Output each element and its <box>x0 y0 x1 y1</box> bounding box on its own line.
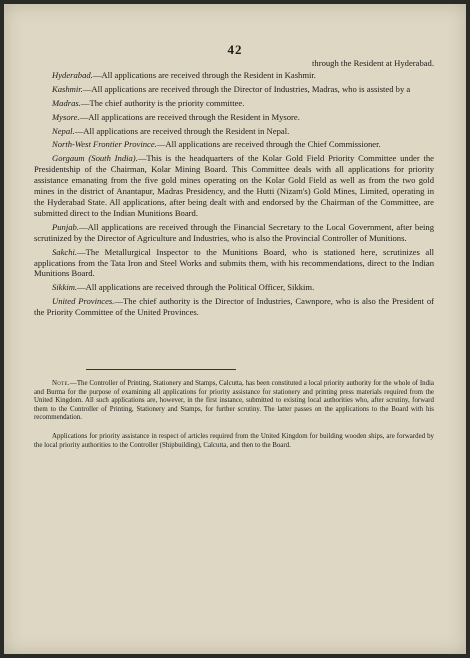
paragraph-text: —All applications are received through the Chief Commissioner. <box>156 139 381 150</box>
paragraph <box>34 98 434 109</box>
page-number: 42 <box>227 42 243 57</box>
footnote <box>34 380 434 423</box>
place-heading: Madras. <box>52 97 81 108</box>
paragraph-text: through the Resident at Hyderabad. <box>312 58 434 68</box>
paragraph <box>34 282 434 293</box>
paragraph <box>34 296 434 318</box>
place-heading: Mysore. <box>52 111 80 122</box>
paragraph <box>34 58 434 69</box>
footnote-divider <box>86 369 236 370</box>
paragraph <box>34 153 434 218</box>
paragraph-text: —All applications are received through the Political Officer, Sikkim. <box>77 282 315 293</box>
place-heading: Sakchi. <box>52 246 78 257</box>
paragraph <box>34 139 434 150</box>
paragraph <box>34 126 434 137</box>
place-heading: Kashmir. <box>52 83 83 94</box>
footnotes <box>34 380 434 460</box>
footnote <box>34 433 434 450</box>
place-heading: Punjab. <box>52 221 79 232</box>
paragraph <box>34 247 434 280</box>
place-heading: Sikkim. <box>52 282 78 293</box>
place-heading: Gorgaum (South India). <box>52 153 138 164</box>
document-body <box>34 58 434 321</box>
note-text: —The Controller of Printing, Stationery and Stamps, Calcutta, has been constituted a local priority authority for the whole of India and Burma for the purpose of examining all applications for priority assistance for stationery and printing press materials required from the United Kingdom. All such applications are, however, in the first instance, submitted to existing local authorities who, after scrutiny, forward them to the Controller of Printing, Stationery and Stamps, for further scrutiny. The latter passes on the applications to the Board with his recommendation. <box>34 380 434 422</box>
place-heading: United Provinces. <box>52 296 115 307</box>
paragraph <box>34 112 434 123</box>
paragraph-text: —All applications are received through the Director of Industries, Madras, who is assisted by a <box>82 83 411 94</box>
paragraph <box>34 84 434 95</box>
paragraph-text: —All applications are received through the Financial Secretary to the Local Government, after being scrutinized by the Director of Agriculture and Industries, who is also the Provincial Controller of Munitions. <box>34 221 434 243</box>
paragraph-text: —This is the headquarters of the Kolar Gold Field Priority Committee under the Presidentship of the Chairman, Kolar Mining Board. This Committee deals with all applications for priority assistance emanating from the five gold mines operating on the Kolar Gold Field as well as from the two gold mines in the district of Anantapur, Madras Presidency, and the Hutti (Nizam's) Gold Mines, Limited, operating in the Hyderabad State. All applications, after being dealt with and endorsed by the Chairman of the Committee, are submitted direct to the Indian Munitions Board. <box>34 153 434 218</box>
paragraph <box>34 222 434 244</box>
note-text: Applications for priority assistance in respect of articles required from the United Kingdom for building wooden ships, are forwarded by the local priority authorities to the Controller (Shipbuilding), Calcutta, and then to the Board. <box>34 432 434 449</box>
paragraph-text: —All applications are received through the Resident in Mysore. <box>79 111 300 122</box>
place-heading: North-West Frontier Province. <box>52 139 157 150</box>
place-heading: Nepal. <box>52 125 75 136</box>
paragraph-text: —The chief authority is the Director of Industries, Cawnpore, who is also the President of the Priority Committee of the United Provinces. <box>34 296 435 318</box>
paragraph-text: —All applications are received through the Resident in Kashmir. <box>92 69 316 80</box>
paragraph-text: —The Metallurgical Inspector to the Munitions Board, who is stationed here, scrutinizes all applications from the Tata Iron and Steel Works and submits them, with his recommendations, direct to the Indian Munitions Board. <box>34 246 434 279</box>
note-label: Note. <box>52 380 70 387</box>
place-heading: Hyderabad. <box>52 69 93 80</box>
paragraph-text: —All applications are received through the Resident in Nepal. <box>74 125 290 136</box>
paragraph-text: —The chief authority is the priority committee. <box>80 97 245 108</box>
paragraph <box>34 70 434 81</box>
document-page <box>4 4 466 654</box>
